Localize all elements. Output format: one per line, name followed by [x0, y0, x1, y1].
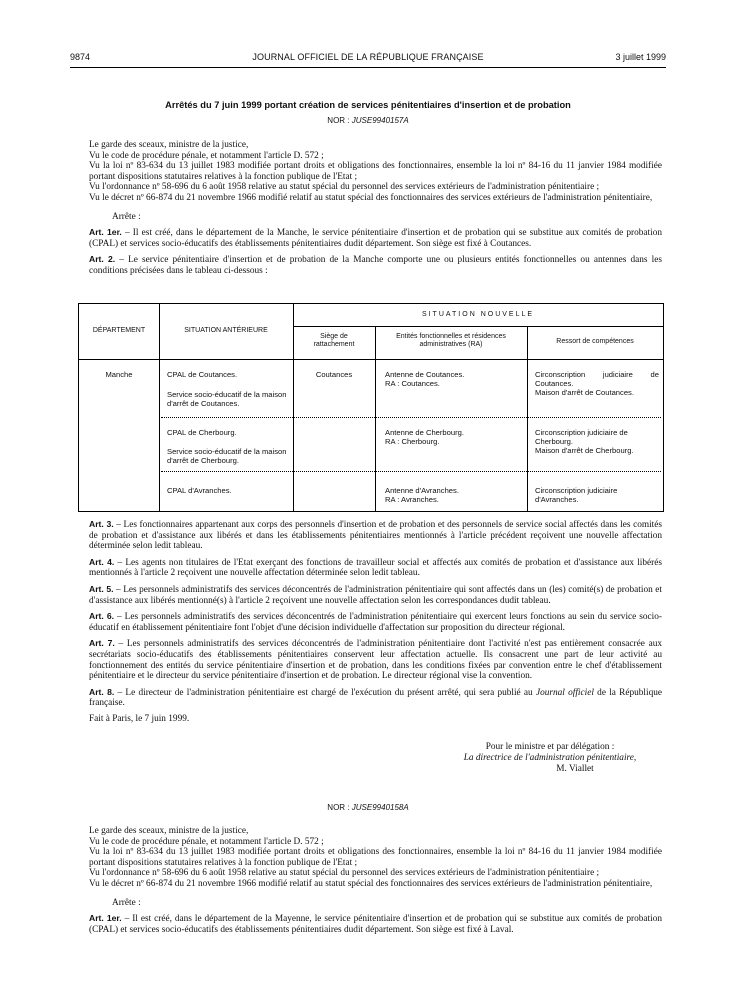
cell-entite: Antenne d'Avranches. RA : Avranches. [385, 486, 459, 504]
preamble-line: Vu le décret nº 66-874 du 21 novembre 1966 modifié relatif au statut spécial des fonctionnaires des services extérieurs de l'administration pénitentiaire, [89, 878, 653, 889]
preamble-line: Vu l'ordonnance nº 58-696 du 6 août 1958 relative au statut spécial du personnel des services extérieurs de l'administration pénitentiaire ; [89, 182, 600, 193]
header-departement: DÉPARTEMENT [92, 327, 146, 334]
preamble-line: Vu la loi nº 83-634 du 13 juillet 1983 modifiée portant droits et obligations des fonctionnaires, ensemble la loi nº 84-16 du 11 janvier 1984 modifiée portant dispositions statutaires relatives à la fonction publique de l'Etat ; [89, 161, 662, 182]
header-entites: Entités fonctionnelles et résidences administratives (RA) [396, 333, 506, 348]
nor-reference-1: NOR : JUSE9940157A [327, 116, 409, 125]
header-siege: Siège de rattachement [313, 333, 355, 348]
arrete-label-2: Arrête : [112, 897, 141, 908]
preamble-1 [89, 140, 662, 277]
preamble-2 [89, 826, 662, 935]
preamble-line: Vu la loi nº 83-634 du 13 juillet 1983 modifiée portant droits et obligations des fonctionnaires, ensemble la loi nº 84-16 du 11 janvier 1984 modifiée portant dispositions statutaires relatives à la fonction publique de l'Etat ; [89, 847, 662, 868]
page-number: 9874 [70, 52, 91, 62]
header-rule [70, 67, 666, 68]
cell-anterieure: CPAL de Coutances. [167, 370, 238, 379]
cell-anterieure: Service socio-éducatif de la maison d'arrêt de Coutances. [167, 390, 287, 408]
article-5: Art. 5. – Les personnels administratifs des services déconcentrés de l'administration pénitentiaire qui sont affectés dans un (les) comité(s) de probation et d'assistance aux libérés mentionné(s) à l'article 2 reçoivent une nouvelle affectation selon les correspondances dudit tableau. [89, 583, 662, 606]
document-title: Arrêtés du 7 juin 1999 portant création de services pénitentiaires d'insertion et de probation [165, 100, 571, 110]
done-at: Fait à Paris, le 7 juin 1999. [89, 713, 190, 724]
signatory-name: M. Viallet [556, 764, 594, 774]
issue-date: 3 juillet 1999 [615, 52, 666, 62]
preamble-line: Vu le décret nº 66-874 du 21 novembre 1966 modifié relatif au statut spécial des fonctionnaires des services extérieurs de l'administration pénitentiaire, [89, 192, 653, 203]
cell-ressort: Circonscription judiciaire de Cherbourg. Maison d'arrêt de Cherbourg. [535, 428, 634, 455]
header-ressort: Ressort de compétences [556, 338, 634, 345]
cell-siege: Coutances [315, 370, 353, 379]
preamble-line: Vu le code de procédure pénale, et notamment l'article D. 572 ; [89, 836, 324, 847]
cell-ressort: Circonscription judiciaire d'Avranches. [535, 486, 618, 504]
cell-anterieure: CPAL d'Avranches. [167, 486, 232, 495]
cell-departement: Manche [105, 370, 133, 379]
affectation-table [78, 303, 664, 512]
cell-anterieure: CPAL de Cherbourg. [167, 428, 237, 437]
header-situation-anterieure: SITUATION ANTÉRIEURE [184, 327, 268, 334]
cell-anterieure: Service socio-éducatif de la maison d'arrêt de Cherbourg. [167, 447, 287, 465]
article-8: Art. 8. – Le directeur de l'administration pénitentiaire est chargé de l'exécution du présent arrêté, qui sera publié au Journal officiel de la République française. [89, 686, 663, 709]
cell-entite: Antenne de Cherbourg. RA : Cherbourg. [385, 428, 464, 446]
header-situation-nouvelle: SITUATION NOUVELLE [421, 311, 535, 318]
preamble-line: Le garde des sceaux, ministre de la justice, [89, 140, 249, 150]
article-3: Art. 3. – Les fonctionnaires appartenant aux corps des personnels d'insertion et de probation et des personnels de service social affectés dans les comités de probation et d'assistance aux libérés et dans les établissements pénitentiaires mentionnés à l'article précédent reçoivent une nouvelle affectation déterminée selon ledit tableau. [89, 519, 662, 552]
article-1-mayenne: Art. 1er. – Il est créé, dans le département de la Mayenne, le service pénitentiaire d'insertion et de probation qui se substitue aux comités de probation (CPAL) et services socio-éducatifs des établissements pénitentiaires dudit département. Son siège est fixé à Laval. [89, 913, 662, 935]
article-1: Art. 1er. – Il est créé, dans le département de la Manche, le service pénitentiaire d'insertion et de probation qui se substitue aux comités de probation (CPAL) et services socio-éducatifs des établissements pénitentiaires dudit département. Son siège est fixé à Coutances. [89, 227, 663, 249]
preamble-line: Vu le code de procédure pénale, et notamment l'article D. 572 ; [89, 150, 324, 161]
article-7: Art. 7. – Les personnels administratifs des services déconcentrés de l'administration pénitentiaire dont l'activité n'est pas entièrement consacrée aux secrétariats socio-éducatifs des établissements pénitentiaires conservent leur affectation actuelle. Ils consacrent une part de leur activité au fonctionnement des entités du service pénitentiaire d'insertion et de probation, dans les conditions fixées par convention entre le chef d'établissement pénitentiaire et le directeur du service pénitentiaire d'insertion et de probation. Le directeur régional vise la convention. [89, 638, 663, 682]
article-4: Art. 4. – Les agents non titulaires de l'Etat exerçant des fonctions de travailleur social et affectés aux comités de probation et d'assistance aux libérés mentionnés à l'article 2 reçoivent une nouvelle affectation déterminée selon ledit tableau. [89, 556, 663, 579]
nor-reference-2: NOR : JUSE9940158A [327, 803, 409, 812]
article-2: Art. 2. – Le service pénitentiaire d'insertion et de probation de la Manche comporte une ou plusieurs entités fonctionnelles ou antennes dans les conditions précisées dans le tableau ci-dessous : [89, 254, 663, 276]
article-6: Art. 6. – Les personnels administratifs des services déconcentrés de l'administration pénitentiaire qui exercent leurs fonctions au sein du service socio-éducatif en établissement pénitentiaire font l'objet d'une décision individuelle d'affectation sur proposition du directeur régional. [89, 611, 663, 633]
cell-entite: Antenne de Coutances. RA : Coutances. [385, 370, 465, 388]
preamble-line: Vu l'ordonnance nº 58-696 du 6 août 1958 relative au statut spécial du personnel des services extérieurs de l'administration pénitentiaire ; [89, 868, 600, 879]
preamble-line: Le garde des sceaux, ministre de la justice, [89, 826, 249, 836]
signature-block: Pour le ministre et par délégation : La directrice de l'administration pénitentiaire, M. Viallet [440, 742, 660, 775]
cell-ressort: Circonscription judiciaire de Coutances. Maison d'arrêt de Coutances. [535, 370, 659, 397]
journal-title: JOURNAL OFFICIEL DE LA RÉPUBLIQUE FRANÇAISE [252, 52, 484, 62]
articles-block [89, 519, 662, 725]
arrete-label: Arrête : [112, 211, 141, 222]
